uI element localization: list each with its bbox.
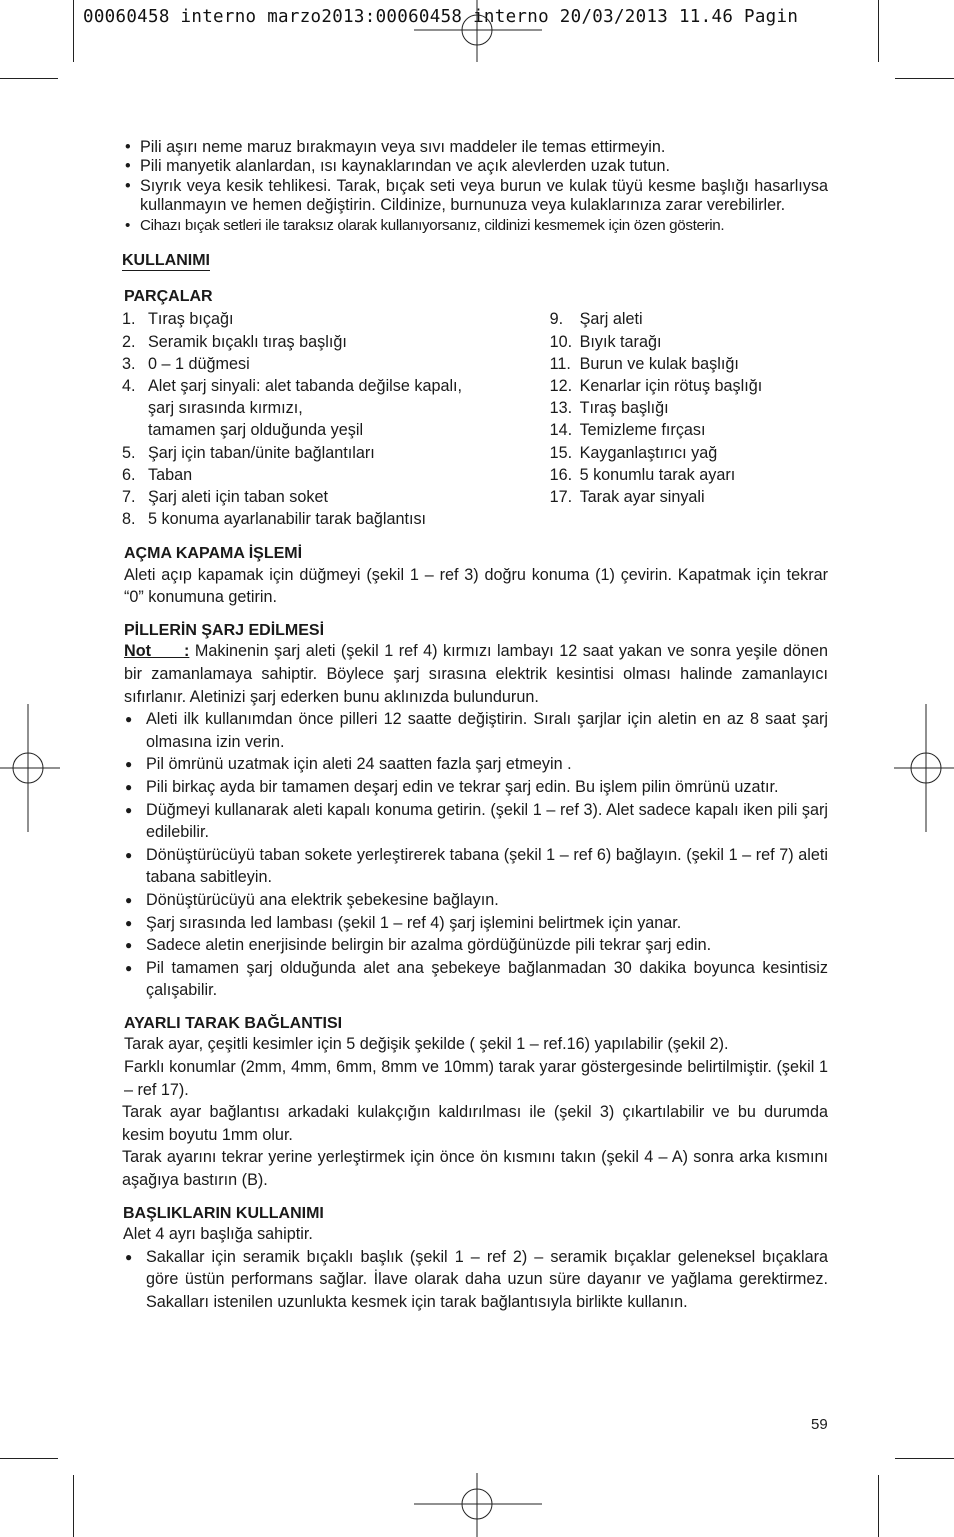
heads-heading: BAŞLIKLARIN KULLANIMI [123,1204,324,1222]
comb-paragraph: Farklı konumlar (2mm, 4mm, 6mm, 8mm ve 10mm) tarak yarar göstergesinde belirtilmiştir. (şekil 1 – ref 17). [124,1057,828,1099]
page-number: 59 [811,1416,828,1433]
parts-heading: PARÇALAR [124,288,213,306]
charging-bullet: ● Aleti ilk kullanımdan önce pilleri 12 saatte değiştirin. Sıralı şarjlar için aletin en az 8 saat şarj olmasına izin verin. [125,710,828,751]
onoff-heading: AÇMA KAPAMA İŞLEMİ [124,545,303,563]
part-item: 2. Seramik bıçaklı tıraş başlığı [122,332,347,351]
note-label: Not : [124,642,190,661]
intro-bullet: • Cihazı bıçak setleri ile taraksız olarak kullanıyorsanız, cildinizi kesmemek için özen gösterin. [125,216,725,234]
parts-column-left [122,308,550,530]
intro-bullet: • Pili manyetik alanlardan, ısı kaynaklarından ve açık alevlerden uzak tutun. [125,157,670,176]
comb-heading: AYARLI TARAK BAĞLANTISI [124,1014,343,1032]
charging-bullet: ● Pili birkaç ayda bir tamamen deşarj edin ve tekrar şarj edin. Bu işlem pilin ömrünü uzatır. [125,778,779,797]
charging-bullet: ● Dönüştürücüyü ana elektrik şebekesine bağlayın. [125,891,499,909]
part-item: 11. Burun ve kulak başlığı [549,354,739,373]
charging-bullet: ● Pil ömrünü uzatmak için aleti 24 saatten fazla şarj etmeyin . [125,755,572,774]
part-item: 13. Tıraş başlığı [549,399,669,418]
part-item: 7. Şarj aleti için taban soket [122,488,328,507]
part-item: 10. Bıyık tarağı [549,332,662,351]
heads-intro: Alet 4 ayrı başlığa sahiptir. [123,1224,313,1243]
part-item: 9. Şarj aleti [549,310,643,329]
charging-heading: PİLLERİN ŞARJ EDİLMESİ [124,622,325,640]
part-item: 6. Taban [122,465,193,484]
intro-bullet: • Pili aşırı neme maruz bırakmayın veya sıvı maddeler ile temas ettirmeyin. [125,138,666,156]
part-item: 14. Temizleme fırçası [549,421,706,440]
part-item: 12. Kenarlar için rötuş başlığı [549,377,763,396]
charging-bullet: ● Dönüştürücüyü taban sokete yerleştirerek tabana (şekil 1 – ref 6) bağlayın. (şekil 1 – ref 7) aleti tabana sabitleyin. [125,845,828,887]
registration-mark-right [894,704,954,832]
part-item-continuation: tamamen şarj olduğunda yeşil [148,421,364,440]
comb-paragraph: Tarak ayarını tekrar yerine yerleştirmek için önce ön kısmını takın (şekil 4 – A) sonra arka kısmını aşağıya bastırın (B). [122,1148,828,1189]
part-item: 16. 5 konumlu tarak ayarı [549,465,736,484]
charging-bullet: ● Şarj sırasında led lambası (şekil 1 – ref 4) şarj işlemini belirtmek için yanar. [125,913,682,932]
part-item: 3. 0 – 1 düğmesi [122,354,250,373]
part-item: 8. 5 konuma ayarlanabilir tarak bağlantısı [122,510,427,529]
charging-note [122,640,828,708]
print-slug: 00060458 interno marzo2013:00060458 interno 20/03/2013 11.46 Pagin [83,7,799,27]
registration-mark-left [0,704,60,832]
intro-bullet-list [122,138,828,235]
charging-bullet: ● Düğmeyi kullanarak aleti kapalı konuma getirin. (şekil 1 – ref 3). Alet sadece kapalı iken pili şarj edilebilir. [125,800,828,842]
onoff-text: Aleti açıp kapamak için düğmeyi (şekil 1 – ref 3) doğru konuma (1) çevirin. Kapatmak için tekrar “0” konumuna getirin. [124,565,828,607]
comb-paragraph: Tarak ayar bağlantısı arkadaki kulakçığın kaldırılması ile (şekil 3) çıkartılabilir ve bu durumda kesim boyutu 1mm olur. [122,1103,828,1144]
charging-bullet-list [122,708,828,1002]
part-item: 15. Kayganlaştırıcı yağ [549,443,718,462]
part-item: 17. Tarak ayar sinyali [549,488,705,507]
part-item-continuation: şarj sırasında kırmızı, [148,399,303,418]
heads-bullet: ● Sakallar için seramik bıçaklı başlık (şekil 1 – ref 2) – seramik bıçaklar geleneksel bıçaklara göre üstün performans sağlar. İlave olarak daha uzun süre dayanır ve yağlama gerektirmez. Sakalları istenilen uzunlukta kesmek için tarak bağlantısıyla birlikte kullanın. [125,1247,828,1311]
comb-paragraph: Tarak ayar, çeşitli kesimler için 5 değişik şekilde ( şekil 1 – ref.16) yapılabilir (şekil 2). [124,1035,729,1054]
registration-mark-bottom [414,1473,542,1537]
parts-column-right [550,308,828,530]
usage-heading: KULLANIMI [122,252,210,270]
registration-mark-top [414,0,542,64]
intro-bullet: • Sıyrık veya kesik tehlikesi. Tarak, bıçak seti veya burun ve kulak tüyü kesme başlığı hasarlıysa kullanmayın ve hemen değiştirin. Cildinize, burnunuza veya kulaklarınıza zarar verebilirler. [125,176,828,215]
part-item: 4. Alet şarj sinyali: alet tabanda değilse kapalı, [122,377,463,396]
part-item: 1. Tıraş bıçağı [122,310,234,329]
charging-bullet: ● Pil tamamen şarj olduğunda alet ana şebekeye bağlanmadan 30 dakika boyunca kesintisiz çalışabilir. [125,958,828,1000]
part-item: 5. Şarj için taban/ünite bağlantıları [122,443,375,462]
heads-bullet-list [122,1246,828,1314]
page-content [122,138,828,1313]
note-text: Makinenin şarj aleti (şekil 1 ref 4) kırmızı lambayı 12 saat yakan ve sonra yeşile dönen bir zamanlamaya sahiptir. Böylece şarj sırasına elektrik kesintisi olması halinde zamanlayıcı sıfırlanır. Aletinizi şarj ederken bunu aklınızda bulundurun. [124,642,828,706]
charging-bullet: ● Sadece aletin enerjisinde belirgin bir azalma gördüğünüzde pili tekrar şarj edin. [125,936,712,955]
parts-list [122,308,828,530]
